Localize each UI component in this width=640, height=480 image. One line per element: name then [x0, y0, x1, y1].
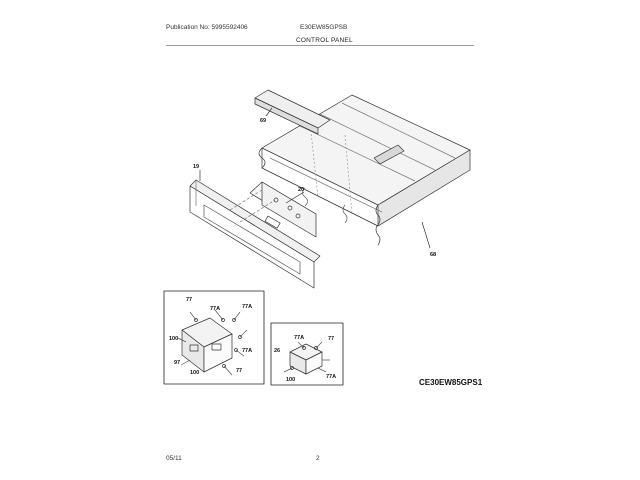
- inset1-callout: 77A: [242, 348, 253, 354]
- inset2-callout: 77A: [326, 374, 337, 380]
- footer-date: 05/11: [166, 455, 182, 462]
- callout-20: 20: [298, 187, 305, 193]
- inset1-callout: 77: [186, 297, 193, 303]
- inset1-callout: 100: [169, 336, 179, 342]
- callout-69: 69: [260, 118, 267, 124]
- diagram-id: CE30EW85GPS1: [419, 378, 483, 387]
- inset1-callout: 77: [236, 368, 243, 374]
- callout-68: 68: [430, 252, 437, 258]
- trim-strip-part: [255, 90, 330, 134]
- inset1-callout: 77A: [210, 306, 221, 312]
- inset1-callout: 97: [174, 360, 181, 366]
- inset2-callout: 77: [328, 336, 335, 342]
- inset2-callout: 100: [286, 377, 296, 383]
- section-title: CONTROL PANEL: [296, 37, 353, 44]
- inset1-callout: 100: [190, 370, 200, 376]
- page-number: 2: [316, 455, 320, 462]
- leader-line: [422, 222, 430, 248]
- inset2-callout: 26: [274, 348, 281, 354]
- publication-number: Publication No: 5995592406: [166, 24, 248, 31]
- model-number: E30EW85GPSB: [300, 24, 348, 31]
- callout-19: 19: [193, 164, 200, 170]
- inset1-callout: 77A: [242, 304, 253, 310]
- inset2-callout: 77A: [294, 335, 305, 341]
